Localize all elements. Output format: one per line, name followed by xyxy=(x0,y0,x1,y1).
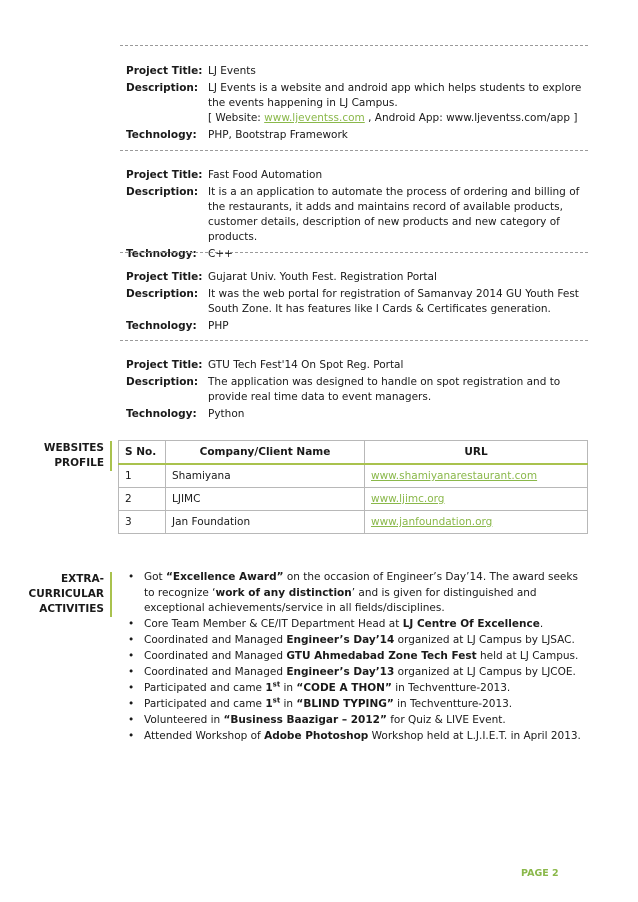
list-item: • Attended Workshop of Adobe Photoshop Workshop held at L.J.I.E.T. in April 2013. xyxy=(124,729,589,745)
table-row: 1 Shamiyana www.shamiyanarestaurant.com xyxy=(119,464,588,488)
col-url: URL xyxy=(365,441,588,465)
list-item: • Participated and came 1st in “BLIND TYPING” in Techventture-2013. xyxy=(124,697,589,713)
project-title: Fast Food Automation xyxy=(208,169,323,181)
project-title-label: Project Title: xyxy=(126,359,203,371)
page-number: PAGE 2 xyxy=(521,868,559,879)
websites-profile-heading: WEBSITES PROFILE xyxy=(44,441,112,471)
list-item: • Got “Excellence Award” on the occasion of Engineer’s Day’14. The award seeks to recognize ‘work of any distinction’ and is given for distinguished and exceptional achievements/service in all fields/disciplines. xyxy=(124,570,589,617)
technology-label: Technology: xyxy=(126,408,197,420)
project-title-label: Project Title: xyxy=(126,169,203,181)
project-block xyxy=(126,168,586,262)
project-technology: PHP xyxy=(208,320,229,332)
description-label: Description: xyxy=(126,186,199,198)
divider xyxy=(120,252,588,253)
project-title: LJ Events xyxy=(208,65,256,77)
project-block xyxy=(126,270,586,334)
list-item: • Participated and came 1st in “CODE A THON” in Techventture-2013. xyxy=(124,681,589,697)
list-item: • Coordinated and Managed Engineer’s Day’13 organized at LJ Campus by LJCOE. xyxy=(124,665,589,681)
technology-label: Technology: xyxy=(126,129,197,141)
websites-table xyxy=(118,440,588,534)
project-description: It was the web portal for registration of Samanvay 2014 GU Youth Fest South Zone. It has features like I Cards & Certificates generation. xyxy=(208,288,579,315)
website-link[interactable]: www.ljeventss.com xyxy=(264,112,365,124)
col-company: Company/Client Name xyxy=(166,441,365,465)
project-links: [ Website: www.ljeventss.com , Android App: www.ljeventss.com/app ] xyxy=(208,112,578,124)
site-link[interactable]: www.ljimc.org xyxy=(371,493,445,505)
description-label: Description: xyxy=(126,82,199,94)
project-block xyxy=(126,358,586,422)
list-item: • Volunteered in “Business Baazigar – 2012” for Quiz & LIVE Event. xyxy=(124,713,589,729)
project-description: It is a an application to automate the process of ordering and billing of the restaurants, it adds and maintains record of available products, customer details, description of new products and new category of products. xyxy=(208,186,580,243)
site-link[interactable]: www.janfoundation.org xyxy=(371,516,493,528)
extra-curricular-heading: EXTRA- CURRICULAR ACTIVITIES xyxy=(29,572,112,617)
project-title: Gujarat Univ. Youth Fest. Registration Portal xyxy=(208,271,437,283)
list-item: • Coordinated and Managed Engineer’s Day’14 organized at LJ Campus by LJSAC. xyxy=(124,633,589,649)
activities-list xyxy=(124,570,589,745)
divider xyxy=(120,150,588,151)
table-header-row xyxy=(119,441,588,465)
project-title-label: Project Title: xyxy=(126,271,203,283)
project-description: The application was designed to handle on spot registration and to provide real time data to event managers. xyxy=(208,376,561,403)
site-link[interactable]: www.shamiyanarestaurant.com xyxy=(371,470,538,482)
project-technology: Python xyxy=(208,408,245,420)
table-row: 2 LJIMC www.ljimc.org xyxy=(119,488,588,511)
technology-label: Technology: xyxy=(126,248,197,260)
project-title: GTU Tech Fest'14 On Spot Reg. Portal xyxy=(208,359,404,371)
table-row: 3 Jan Foundation www.janfoundation.org xyxy=(119,511,588,534)
list-item: • Coordinated and Managed GTU Ahmedabad Zone Tech Fest held at LJ Campus. xyxy=(124,649,589,665)
technology-label: Technology: xyxy=(126,320,197,332)
project-technology: C++ xyxy=(208,248,233,260)
project-title-label: Project Title: xyxy=(126,65,203,77)
list-item: • Core Team Member & CE/IT Department Head at LJ Centre Of Excellence. xyxy=(124,617,589,633)
project-block xyxy=(126,64,586,143)
divider xyxy=(120,340,588,341)
project-technology: PHP, Bootstrap Framework xyxy=(208,129,348,141)
description-label: Description: xyxy=(126,288,199,300)
project-description: LJ Events is a website and android app which helps students to explore the events happening in LJ Campus. xyxy=(208,82,582,109)
col-sno: S No. xyxy=(119,441,166,465)
divider xyxy=(120,45,588,46)
description-label: Description: xyxy=(126,376,199,388)
